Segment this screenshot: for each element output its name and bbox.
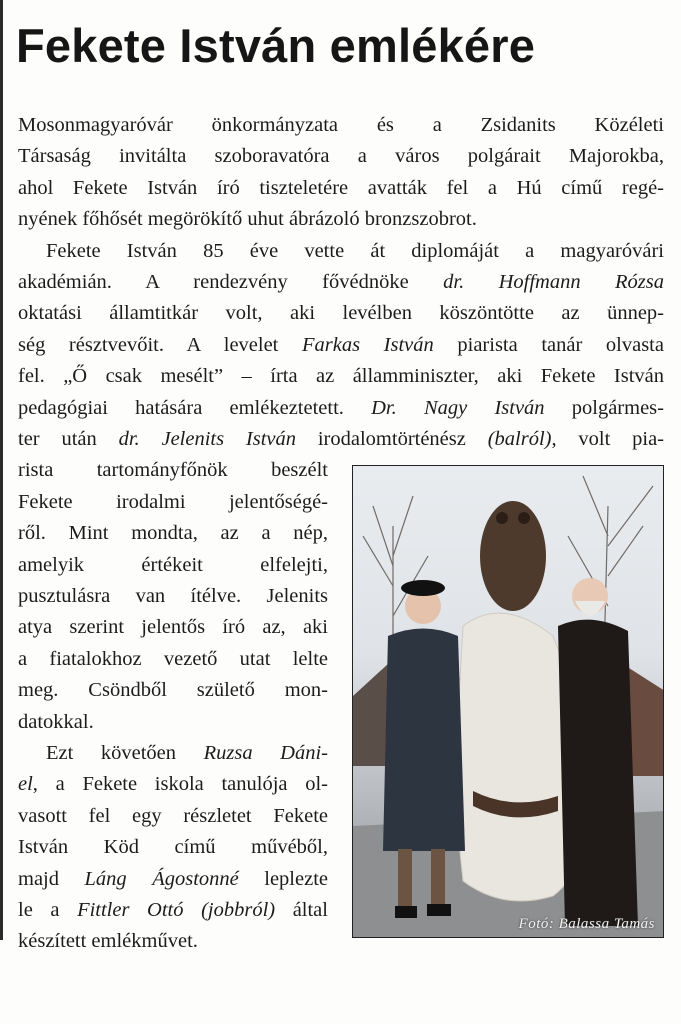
text-line: meg. Csöndből születő mon- [18, 679, 328, 702]
italic-name: dr. Jelenits István [118, 428, 297, 450]
italic-name: (balról) [487, 428, 552, 450]
text-line [18, 393, 664, 423]
text-line [18, 330, 664, 360]
text-line: ről. Mint mondta, az a nép, [18, 522, 328, 545]
man-right [558, 578, 638, 926]
italic-name: Láng Ágostonné [84, 867, 239, 890]
text-line [18, 864, 328, 894]
text-segment: , volt pia- [551, 428, 665, 450]
text-line: pusztulásra van ítélve. Jelenits [18, 585, 328, 607]
text-line [18, 267, 664, 297]
text-line: amelyik értékeit elfelejti, [18, 553, 328, 576]
text-segment: pedagógiai hatására emlékeztetett. [18, 396, 372, 419]
text-segment: piarista tanár olvasta [433, 333, 664, 356]
text-line: a fiatalokhoz vezető utat lelte [18, 647, 328, 670]
text-line: Mosonmagyaróvár önkormányzata és a Zsidanits Közéleti [18, 114, 664, 136]
owl-statue [480, 501, 546, 611]
italic-name: Farkas István [302, 333, 434, 356]
text-segment: Ezt követően [46, 742, 204, 764]
text-line: rista tartományfőnök beszélt [18, 459, 328, 482]
owl-eye-left [496, 512, 508, 524]
text-segment: ség résztvevőit. A levelet [18, 333, 302, 356]
text-segment: leplezte [238, 867, 328, 890]
text-line [18, 424, 664, 454]
italic-name: , a Fekete iskola tanulója ol- [32, 773, 328, 796]
italic-name: el [18, 773, 33, 796]
text-line: atya szerint jelentős író az, aki [18, 616, 328, 639]
owl-eye-right [518, 512, 530, 524]
text-line: István Köd című művéből, [18, 836, 328, 859]
text-line: fel. „Ő csak mesélt” – írta az államminiszter, aki Fekete István [18, 365, 664, 388]
text-segment: le a [18, 899, 78, 921]
text-line: oktatási államtitkár volt, aki levélben köszöntötte az ünnep- [18, 302, 664, 325]
text-segment: irodalomtörténész [296, 428, 488, 450]
text-line: készített emlékművet. [18, 930, 198, 953]
text-line: vasott fel egy részletet Fekete [18, 804, 328, 827]
text-line [18, 769, 328, 799]
text-line: datokkal. [18, 710, 94, 733]
text-line: Társaság invitálta szoboravatóra a város polgárait Majorokba, [18, 145, 664, 168]
photo-credit: Fotó: Balassa Tamás [518, 916, 655, 932]
text-segment: által [275, 899, 328, 921]
italic-name: Ruzsa Dáni- [203, 742, 328, 764]
page-edge [0, 0, 3, 940]
text-line: Fekete István 85 éve vette át diplomáját a magyaróvári [46, 239, 664, 262]
italic-name: Fittler Ottó (jobbról) [77, 899, 276, 921]
text-segment: akadémián. A rendezvény fővédnöke [18, 271, 444, 293]
text-segment: polgármes- [544, 396, 664, 419]
text-line [18, 895, 328, 925]
italic-name: Dr. Nagy István [371, 396, 545, 419]
text-segment: majd [18, 867, 85, 890]
text-line [46, 738, 328, 768]
text-line: nyének főhősét megörökítő uhut ábrázoló bronzszobrot. [18, 208, 477, 231]
italic-name: dr. Hoffmann Rózsa [443, 271, 664, 293]
text-segment: ter után [18, 428, 119, 450]
article-title: Fekete István emlékére [16, 19, 536, 72]
text-line: Fekete irodalmi jelentőségé- [18, 490, 328, 513]
statue-photo-illustration [353, 466, 664, 938]
text-line: ahol Fekete István író tiszteletére avatták fel a Hú című regé- [18, 176, 664, 199]
article-photo [352, 465, 664, 938]
